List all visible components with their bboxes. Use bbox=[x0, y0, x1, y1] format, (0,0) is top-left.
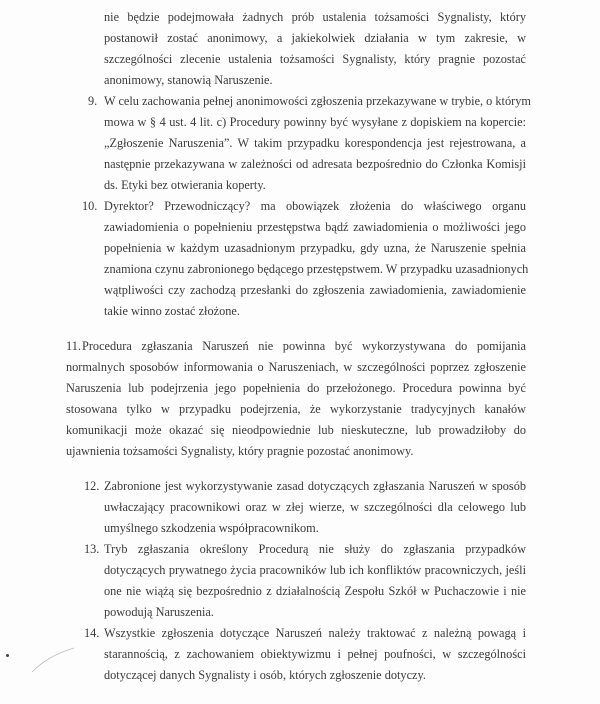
text-line: umyślnego szkodzenia współpracownikom. bbox=[104, 521, 319, 535]
text-line: W celu zachowania pełnej anonimowości zgłoszenia przekazywane w trybie, o którym bbox=[104, 94, 531, 108]
text-line: starannością, z zachowaniem obiektywizmu i pełnej poufności, w szczególności bbox=[104, 647, 526, 661]
item-number: 14. bbox=[84, 626, 100, 640]
text-line: szczególności zlecenie ustalenia tożsamości Sygnalisty, który pragnie pozostać bbox=[104, 52, 526, 66]
item-number: 10. bbox=[82, 199, 98, 213]
text-line: ujawnienia tożsamości Sygnalisty, który pragnie pozostać anonimowy. bbox=[66, 444, 414, 458]
text-line: zawiadomienia o popełnieniu przestępstwa bądź zawiadomienia o możliwości jego bbox=[104, 220, 526, 234]
text-line: dotyczącej danych Sygnalisty i osób, których zgłoszenie dotyczy. bbox=[104, 668, 426, 682]
text-line: powodują Naruszenia. bbox=[104, 605, 214, 619]
text-line: Naruszenia lub podejrzenia jego popełnienia do przełożonego. Procedura powinna być bbox=[66, 381, 526, 395]
pen-stroke-path bbox=[32, 648, 74, 672]
item-number: 12. bbox=[84, 479, 100, 493]
text-line: „Zgłoszenie Naruszenia”. W takim przypadku korespondencja jest rejestrowana, a bbox=[104, 136, 526, 150]
text-line: normalnych sposobów informowania o Naruszeniach, w szczególności poprzez zgłoszenie bbox=[66, 360, 526, 374]
text-line: ds. Etyki bez otwierania koperty. bbox=[104, 178, 266, 192]
text-line: nie będzie podejmowała żadnych prób ustalenia tożsamości Sygnalisty, który bbox=[104, 10, 526, 24]
text-line: popełnienia w każdym uzasadnionym przypadku, gdy uzna, że Naruszenie spełnia bbox=[104, 241, 526, 255]
text-line: one nie wiążą się bezpośrednio z działalnością Zespołu Szkół w Puchaczowie i nie bbox=[104, 584, 526, 598]
text-line: stosowana tylko w przypadku podejrzenia, że wykorzystanie tradycyjnych kanałów bbox=[66, 402, 526, 416]
item-number: 13. bbox=[84, 542, 100, 556]
text-line: następnie przekazywana w zależności od adresata bezpośrednio do Członka Komisji bbox=[104, 157, 526, 171]
text-line: Dyrektor? Przewodniczący? ma obowiązek złożenia do właściwego organu bbox=[104, 199, 526, 213]
scan-dot bbox=[6, 654, 9, 657]
text-line: Wszystkie zgłoszenia dotyczące Naruszeń należy traktować z należną powagą i bbox=[104, 626, 526, 640]
item-number: 9. bbox=[88, 94, 98, 108]
item-number: 11. bbox=[66, 339, 81, 353]
text-line: anonimowy, stanowią Naruszenie. bbox=[104, 73, 273, 87]
text-line: Zabronione jest wykorzystywanie zasad dotyczących zgłaszania Naruszeń w sposób bbox=[104, 479, 526, 493]
text-line: postanowił zostać anonimowy, a jakiekolwiek działania w tym zakresie, w bbox=[104, 31, 526, 45]
text-line: takie winno zostać złożone. bbox=[104, 304, 240, 318]
margin-pen-stroke bbox=[30, 646, 76, 674]
text-line: Procedura zgłaszania Naruszeń nie powinna być wykorzystywana do pomijania bbox=[82, 339, 526, 353]
text-line: uwłaczający pracownikowi oraz w złej wierze, w szczególności dla celowego lub bbox=[104, 500, 526, 514]
text-line: Tryb zgłaszania określony Procedurą nie służy do zgłaszania przypadków bbox=[104, 542, 526, 556]
text-line: znamiona czynu zabronionego będącego przestępstwem. W przypadku uzasadnionych bbox=[104, 262, 529, 276]
text-line: wątpliwości czy zachodzą przesłanki do zgłoszenia zawiadomienia, zawiadomienie bbox=[104, 283, 526, 297]
text-line: mowa w § 4 ust. 4 lit. c) Procedury powinny być wysyłane z dopiskiem na kopercie: bbox=[104, 115, 526, 129]
text-line: dotyczących prywatnego życia pracowników lub ich konfliktów pracowniczych, jeśli bbox=[104, 563, 526, 577]
text-line: komunikacji może okazać się nieodpowiednie lub nieskuteczne, lub prowadziłoby do bbox=[66, 423, 526, 437]
